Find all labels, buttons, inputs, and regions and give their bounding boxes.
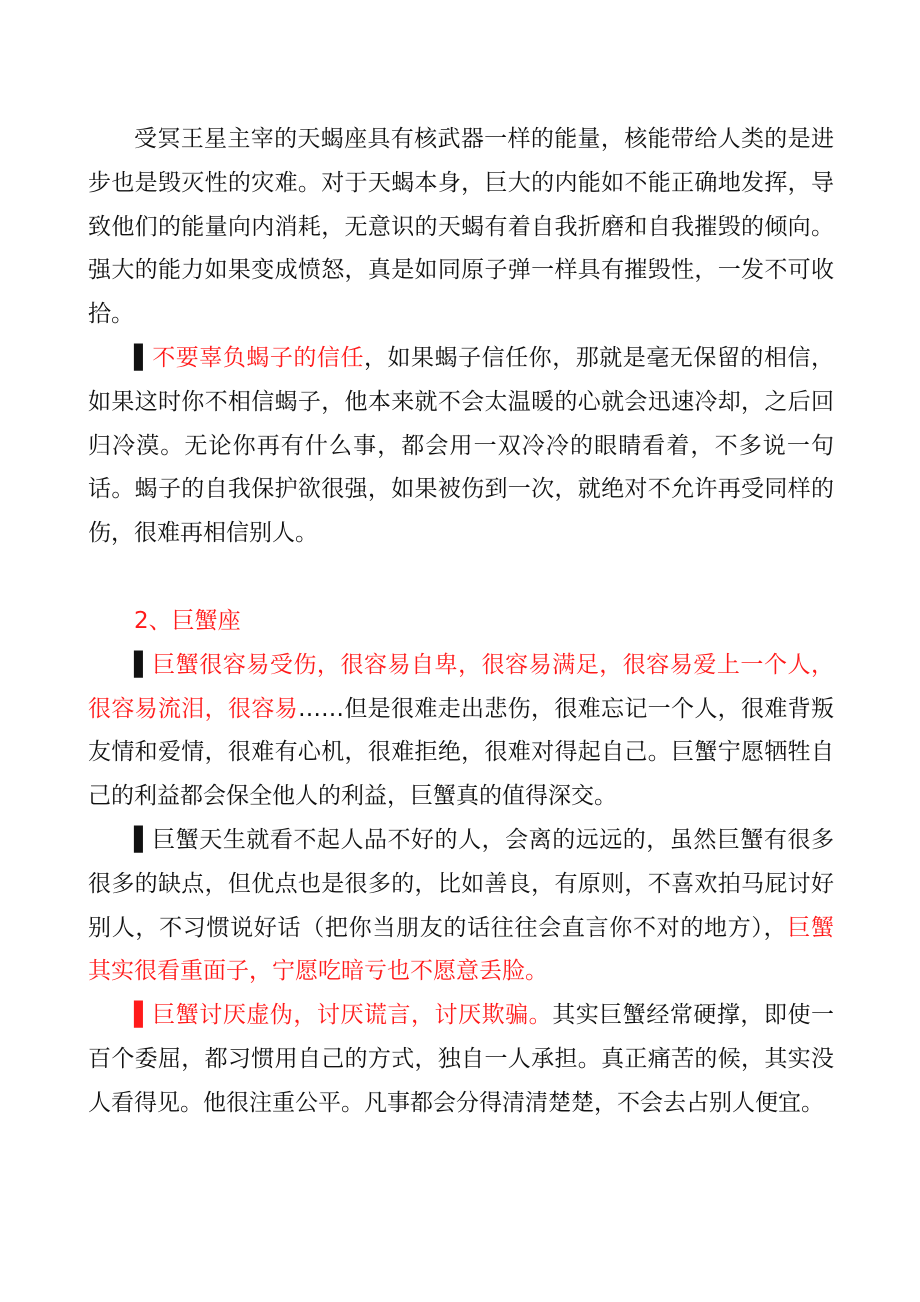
cancer-3-text: 其实巨蟹经常硬撑，即使一百个委屈，都习惯用自己的方式，独自一人承担。真正痛苦的候，其实没人看得见。他很注重公平。凡事都会分得清清楚楚，不会去占别人便宜。 [88,1002,835,1116]
cancer-paragraph-3 [88,994,834,1125]
bullet-marker: ▌ [134,651,152,678]
cancer-1-text: ……但是很难走出悲伤，很难忘记一个人，很难背叛友情和爱情，很难有心机，很难拒绝，很难对得起自己。巨蟹宁愿牺牲自己的利益都会保全他人的利益，巨蟹真的值得深交。 [88,695,835,810]
scorpio-trust-paragraph [88,337,834,556]
cancer-1-highlight: 巨蟹很容易受伤，很容易自卑，很容易满足，很容易爱上一个人，很容易流泪，很容易 [88,651,834,722]
document-page [88,118,834,1126]
cancer-3-highlight: 巨蟹讨厌虚伪，讨厌谎言，讨厌欺骗。 [151,1002,553,1029]
bullet-marker: ▌ [134,344,152,371]
scorpio-intro-paragraph: 受冥王星主宰的天蝎座具有核武器一样的能量，核能带给人类的是进步也是毁灭性的灾难。对于天蝎本身，巨大的内能如不能正确地发挥，导致他们的能量向内消耗，无意识的天蝎有着自我折磨和自我摧毁的倾向。强大的能力如果变成愤怒，真是如同原子弹一样具有摧毁性，一发不可收拾。 [88,126,834,328]
cancer-section-heading: 2、巨蟹座 [134,607,241,634]
scorpio-trust-text: ，如果蝎子信任你，那就是毫无保留的相信，如果这时你不相信蝎子，他本来就不会太温暖的心就会迅速冷却，之后回归冷漠。无论你再有什么事，都会用一双冷冷的眼睛看着，不多说一句话。蝎子的自我保护欲很强，如果被伤到一次，就绝对不允许再受同样的伤，很难再相信别人。 [88,344,835,547]
cancer-paragraph-1 [88,644,834,819]
bullet-marker: ▌ [134,1002,152,1029]
cancer-2-text: 巨蟹天生就看不起人品不好的人，会离的远远的，虽然巨蟹有很多很多的缺点，但优点也是很多的，比如善良，有原则，不喜欢拍马屁讨好别人，不习惯说好话（把你当朋友的话往往会直言你不对的地方）， [88,826,834,941]
cancer-paragraph-2 [88,819,834,994]
bullet-marker: ▌ [134,826,152,853]
cancer-2-highlight: 巨蟹其实很看重面子，宁愿吃暗亏也不愿意丢脸。 [88,914,835,985]
scorpio-trust-highlight: 不要辜负蝎子的信任 [151,344,364,371]
